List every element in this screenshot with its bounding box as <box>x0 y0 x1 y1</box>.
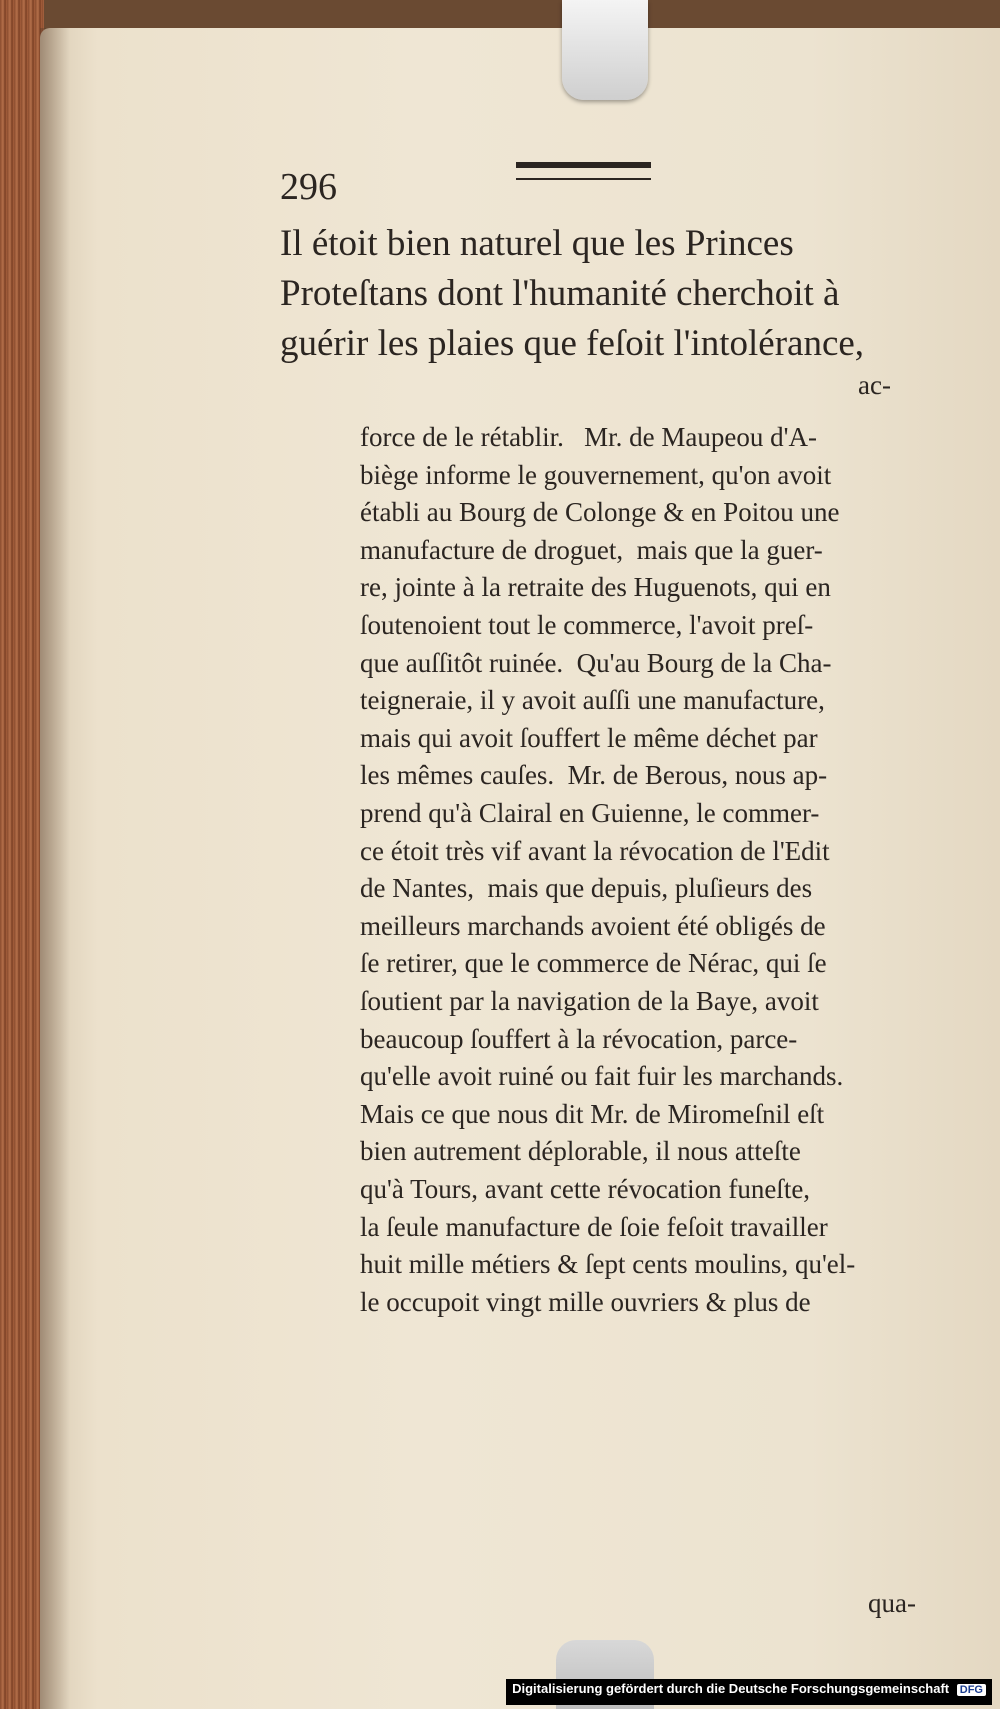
body-line: le occupoit vingt mille ouvriers & plus de <box>360 1286 811 1317</box>
body-line: ſe retirer, que le commerce de Nérac, qui ſe <box>360 948 827 979</box>
body-line: mais qui avoit ſouffert le même déchet par <box>360 722 818 753</box>
body-line: prend qu'à Clairal en Guienne, le commer- <box>360 798 820 828</box>
page-clip-top <box>562 0 648 100</box>
footer-text: Digitalisierung gefördert durch die Deutsche Forschungsgemeinschaft <box>512 1681 950 1696</box>
body-line: ſoutient par la navigation de la Baye, avoit <box>360 986 819 1016</box>
body-line: établi au Bourg de Colonge & en Poitou une <box>360 497 840 528</box>
catchword-bottom: qua- <box>868 1588 916 1618</box>
body-line: re, jointe à la retraite des Huguenots, qui en <box>360 572 831 603</box>
body-line: beaucoup ſouffert à la révocation, parce- <box>360 1023 798 1054</box>
heading-line-3: guérir les plaies que feſoit l'intolérance, <box>280 323 865 364</box>
body-line: force de le rétablir. Mr. de Maupeou d'A- <box>360 422 817 452</box>
body-line: manufacture de droguet, mais que la guer- <box>360 534 823 565</box>
body-line: biège informe le gouvernement, qu'on avoit <box>360 459 832 490</box>
catchword-top: ac- <box>858 370 891 400</box>
book-edge <box>0 0 44 1709</box>
spine-shadow <box>40 28 70 1709</box>
dfg-logo-icon: DFG <box>957 1684 986 1696</box>
body-line: Mais ce que nous dit Mr. de Miromeſnil eſt <box>360 1098 825 1129</box>
heading-line-1: Il étoit bien naturel que les Princes <box>280 223 794 264</box>
body-line: ce étoit très vif avant la révocation de l'Edit <box>360 835 830 866</box>
heading-line-2: Proteſtans dont l'humanité cherchoit à <box>280 273 840 314</box>
body-line: que auſſitôt ruinée. Qu'au Bourg de la Cha- <box>360 647 832 678</box>
page-number: 296 <box>280 166 337 208</box>
body-line: meilleurs marchands avoient été obligés de <box>360 910 826 941</box>
body-line: de Nantes, mais que depuis, pluſieurs des <box>360 873 813 904</box>
body-line: teigneraie, il y avoit auſſi une manufacture, <box>360 685 825 716</box>
body-line: qu'elle avoit ruiné ou fait fuir les marchands. <box>360 1061 844 1092</box>
body-line: les mêmes cauſes. Mr. de Berous, nous ap- <box>360 760 828 791</box>
body-line: la ſeule manufacture de ſoie feſoit travailler <box>360 1211 828 1242</box>
body-line: bien autrement déplorable, il nous atteſte <box>360 1136 801 1167</box>
body-line: huit mille métiers & ſept cents moulins, qu'el- <box>360 1249 856 1280</box>
digitization-footer <box>506 1679 992 1705</box>
body-line: ſoutenoient tout le commerce, l'avoit preſ- <box>360 610 814 640</box>
header-ornament-rule <box>516 162 651 180</box>
body-line: qu'à Tours, avant cette révocation funeſte, <box>360 1174 811 1204</box>
